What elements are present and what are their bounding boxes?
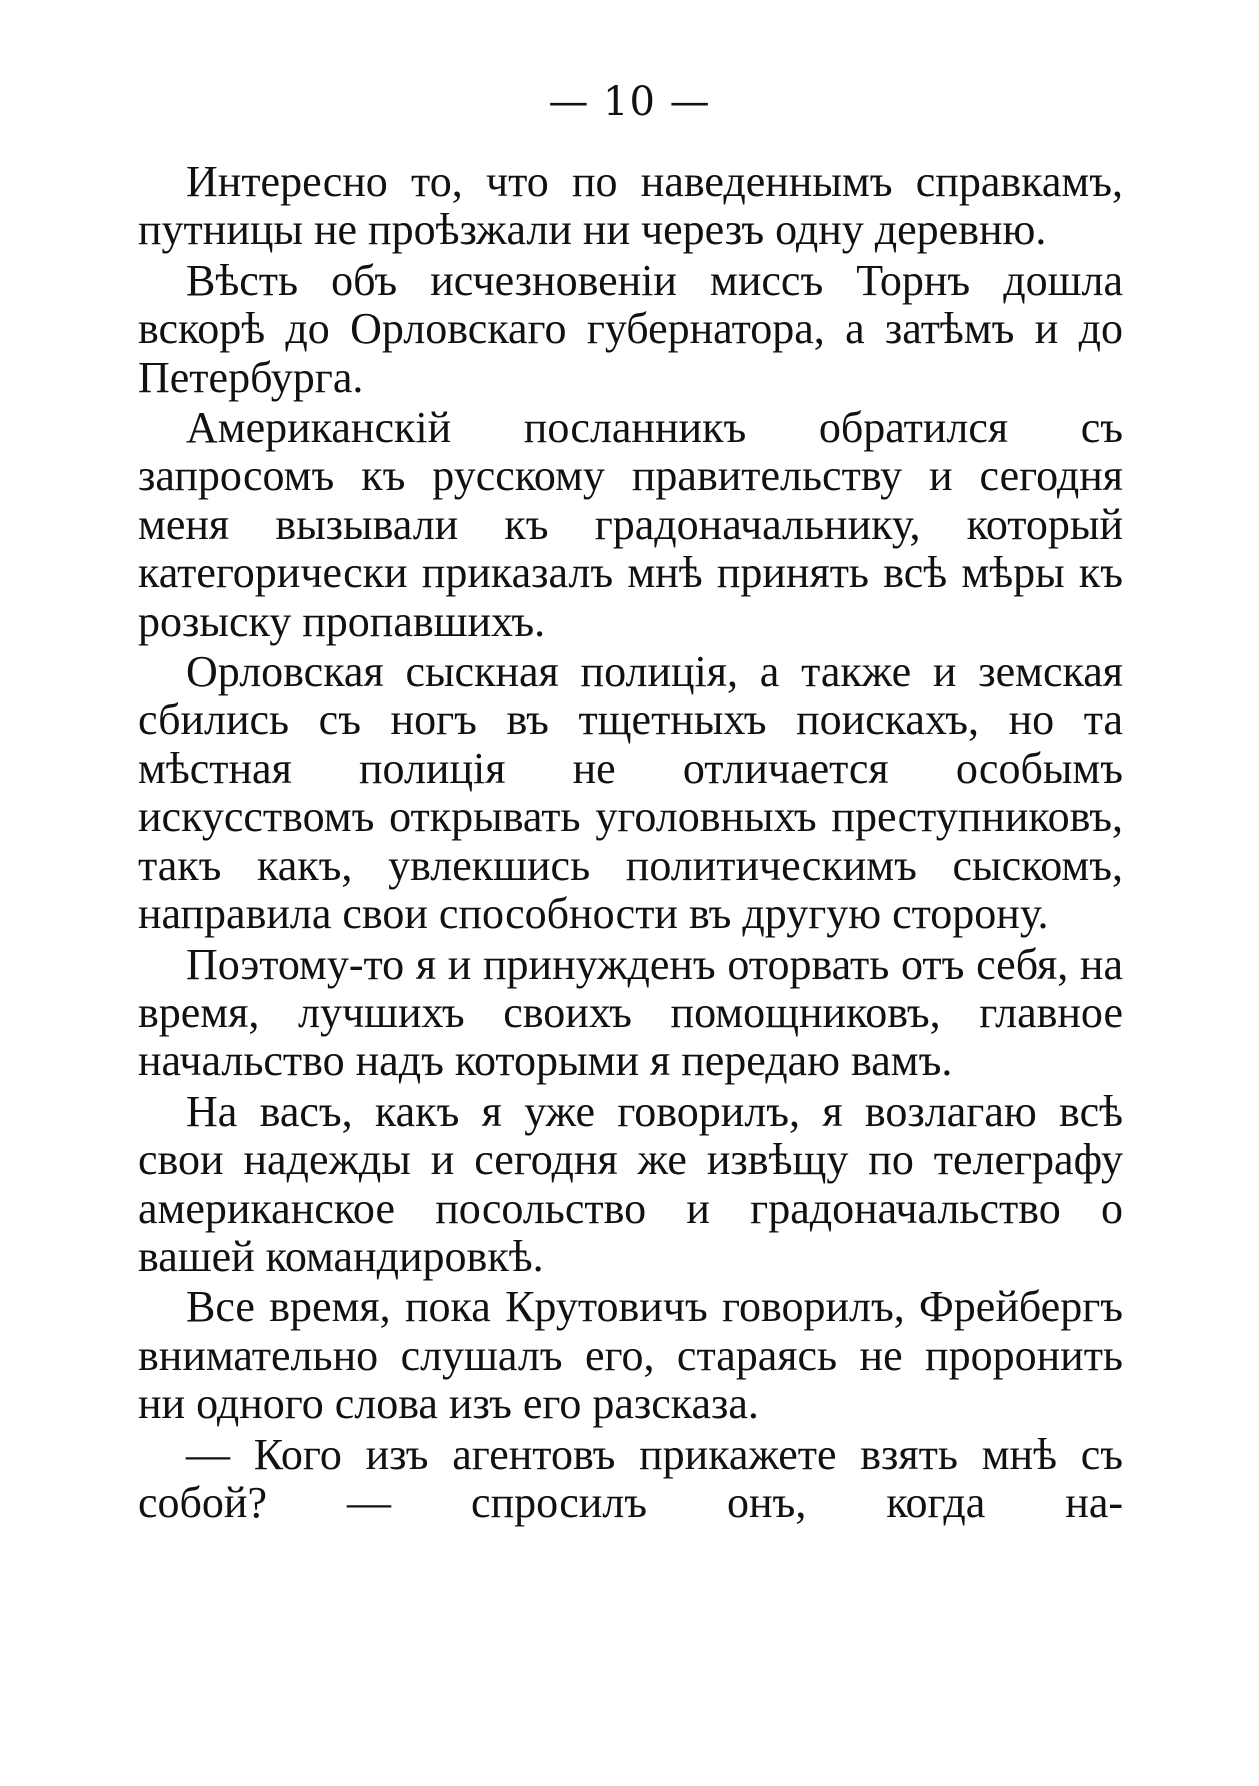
paragraph-2: Вѣсть объ исчезновенiи миссъ Торнъ дошла вскорѣ до Орловскаго губернатора, а затѣмъ и до Петербурга. <box>138 255 1123 402</box>
paragraph-6: На васъ, какъ я уже говорилъ, я возлагаю всѣ свои надежды и сегодня же извѣщу по телеграфу американское посольство и градоначальство о вашей командировкѣ. <box>138 1086 1123 1281</box>
paragraph-5: Поэтому-то я и принужденъ оторвать отъ себя, на время, лучшихъ своихъ помощниковъ, главное начальство надъ которыми я передаю вамъ. <box>138 939 1123 1086</box>
paragraph-1: Интересно то, что по наведеннымъ справкамъ, путницы не проѣзжали ни черезъ одну деревню. <box>138 157 1123 255</box>
page-number: — 10 — <box>548 79 711 125</box>
paragraph-7: Все время, пока Крутовичъ говорилъ, Фрейбергъ внимательно слушалъ его, стараясь не проронить ни одного слова изъ его разсказа. <box>138 1282 1123 1429</box>
paragraph-8: — Кого изъ агентовъ прикажете взять мнѣ съ собой? — спросилъ онъ, когда на- <box>138 1429 1123 1527</box>
paragraph-4: Орловская сыскная полицiя, а также и земская сбились съ ногъ въ тщетныхъ поискахъ, но та мѣстная полицiя не отличается особымъ искусствомъ открывать уголовныхъ преступниковъ, такъ какъ, увлекшись политическимъ сыскомъ, направила свои способности въ другую сторону. <box>138 647 1123 939</box>
body-text <box>138 158 1123 1529</box>
paragraph-3: Американскiй посланникъ обратился съ запросомъ къ русскому правительству и сегодня меня вызывали къ градоначальнику, который категорически приказалъ мнѣ принять всѣ мѣры къ розыску пропавшихъ. <box>138 403 1123 646</box>
